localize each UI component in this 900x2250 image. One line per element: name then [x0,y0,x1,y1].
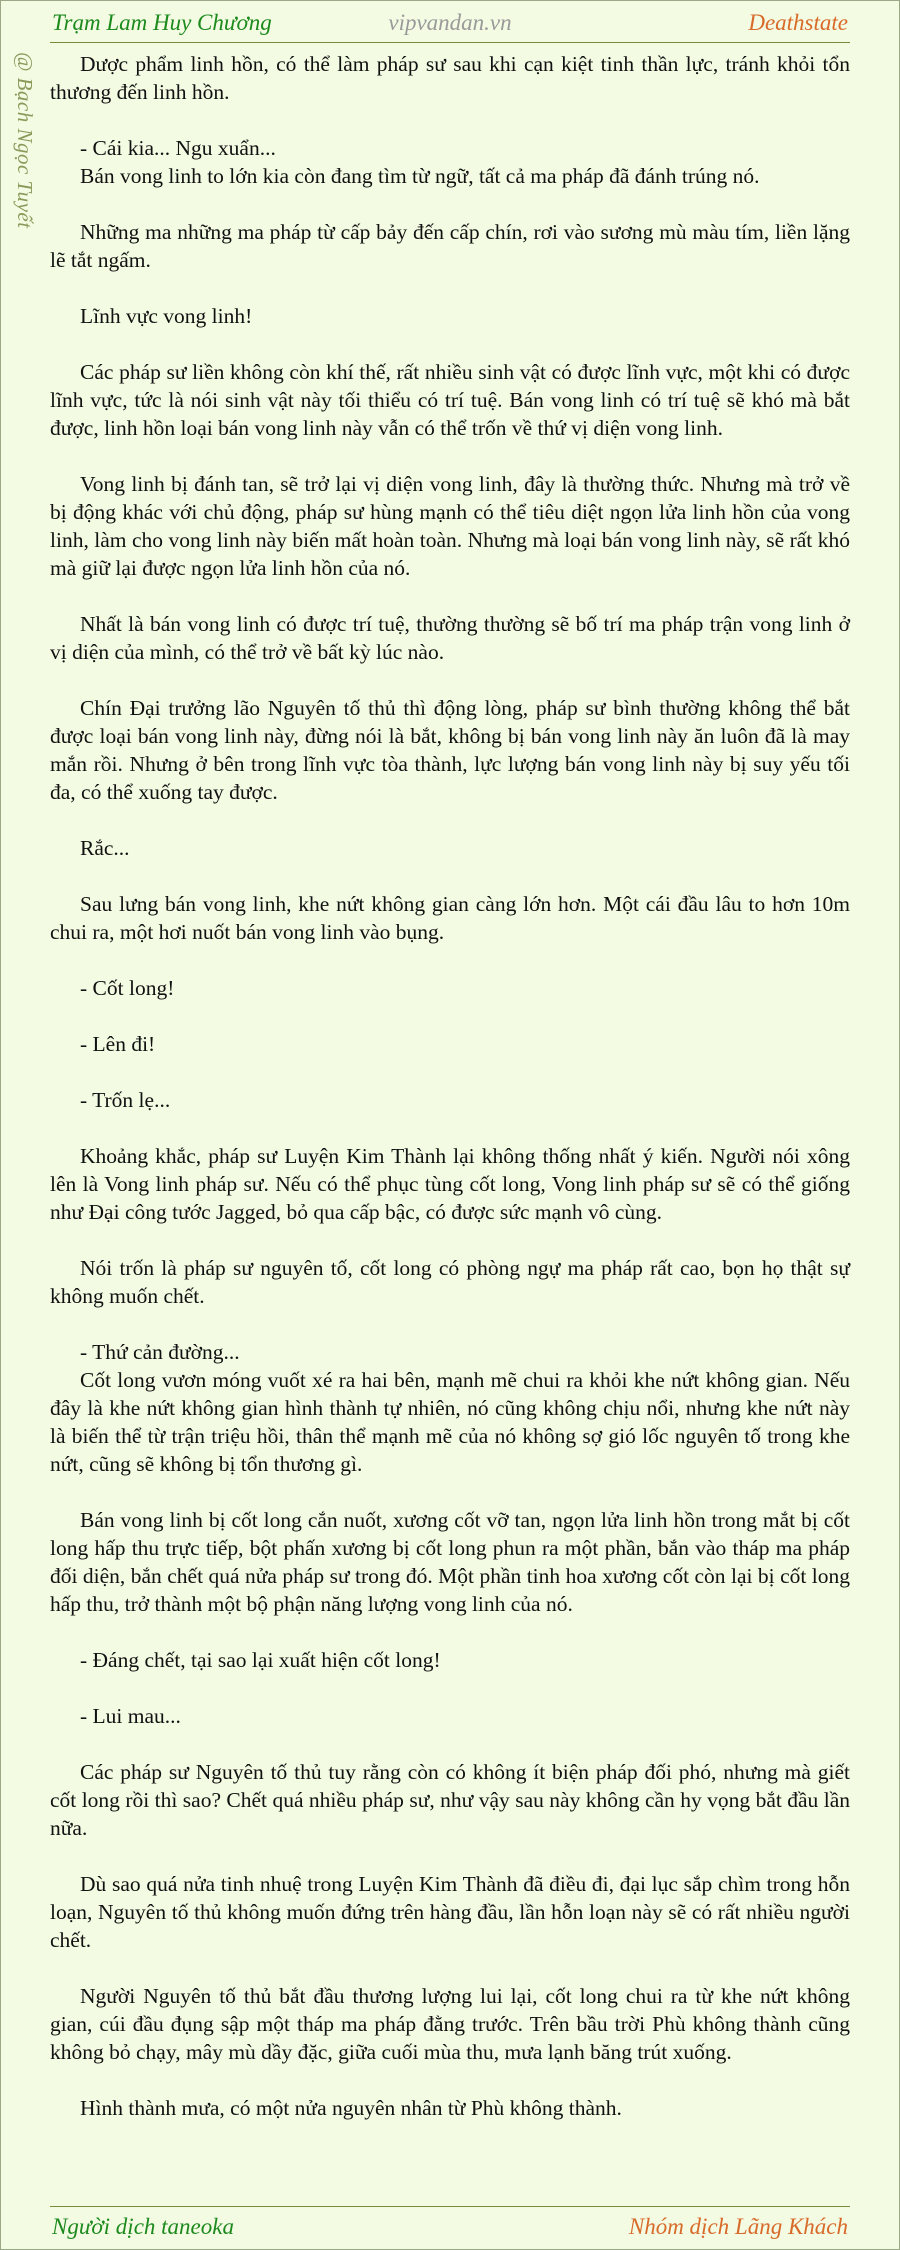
header-url: vipvandan.vn [388,10,512,35]
paragraph: - Thứ cản đường... [80,1340,240,1364]
paragraph: - Trốn lẹ... [80,1088,171,1112]
paragraph: Những ma những ma pháp từ cấp bảy đến cấp chín, rơi vào sương mù màu tím, liền lặng lẽ tắt ngấm. [50,220,850,272]
page-header [50,2,850,42]
paragraph: Dù sao quá nửa tinh nhuệ trong Luyện Kim Thành đã điều đi, đại lục sắp chìm trong hỗn loạn, Nguyên tố thủ không muốn đứng trên hàng đầu, lần hỗn loạn này sẽ có rất nhiều người chết. [50,1872,850,1952]
paragraph: Bán vong linh bị cốt long cắn nuốt, xương cốt vỡ tan, ngọn lửa linh hồn trong mắt bị cốt long hấp thu trực tiếp, bột phấn xương bị cốt long phun ra một phần, bắn vào tháp ma pháp đối diện, bắn chết quá nửa pháp sư trong đó. Một phần tinh hoa xương cốt còn lại bị cốt long hấp thu, trở thành một bộ phận năng lượng vong linh của nó. [50,1508,850,1616]
paragraph: Rắc... [80,836,130,860]
paragraph: - Cái kia... Ngu xuẩn... [80,136,276,160]
paragraph: Nhất là bán vong linh có được trí tuệ, thường thường sẽ bố trí ma pháp trận vong linh ở vị diện của mình, có thể trở về bất kỳ lúc nào. [50,612,850,664]
paragraph: Vong linh bị đánh tan, sẽ trở lại vị diện vong linh, đây là thường thức. Nhưng mà trở về bị động khác với chủ động, pháp sư hùng mạnh có thể tiêu diệt ngọn lửa linh hồn của vong linh, làm cho vong linh này biến mất hoàn toàn. Nhưng mà loại bán vong linh này, sẽ rất khó mà giữ lại được ngọn lửa linh hồn của nó. [50,472,850,580]
paragraph: Nói trốn là pháp sư nguyên tố, cốt long có phòng ngự ma pháp rất cao, bọn họ thật sự không muốn chết. [50,1256,850,1308]
paragraph: Khoảng khắc, pháp sư Luyện Kim Thành lại không thống nhất ý kiến. Người nói xông lên là Vong linh pháp sư. Nếu có thể phục tùng cốt long, Vong linh pháp sư sẽ có thể giống như Đại công tước Jagged, bỏ qua cấp bậc, có được sức mạnh vô cùng. [50,1144,850,1224]
paragraph: Chín Đại trưởng lão Nguyên tố thủ thì động lòng, pháp sư bình thường không thể bắt được loại bán vong linh này, đừng nói là bắt, không bị bán vong linh này ăn luôn đã là may mắn rồi. Nhưng ở bên trong lĩnh vực tòa thành, lực lượng bán vong linh này bị suy yếu tối đa, có thể xuống tay được. [50,696,850,804]
chapter-text [50,50,850,2122]
paragraph: Các pháp sư liền không còn khí thế, rất nhiều sinh vật có được lĩnh vực, một khi có được lĩnh vực, tức là nói sinh vật này tối thiểu có trí tuệ. Bán vong linh có trí tuệ sẽ khó mà bắt được, linh hồn loại bán vong linh này vẫn có thể trốn về thứ vị diện vong linh. [50,360,850,440]
paragraph: - Lên đi! [80,1032,156,1056]
footer-group: Nhóm dịch Lãng Khách [628,2214,848,2239]
paragraph: Sau lưng bán vong linh, khe nứt không gian càng lớn hơn. Một cái đầu lâu to hơn 10m chui ra, một hơi nuốt bán vong linh vào bụng. [50,892,850,944]
paragraph: Cốt long vươn móng vuốt xé ra hai bên, mạnh mẽ chui ra khỏi khe nứt không gian. Nếu đây là khe nứt không gian hình thành tự nhiên, nó cũng không chịu nổi, nhưng khe nứt này là biến thể từ trận triệu hồi, thân thể mạnh mẽ của nó không sợ gió lốc nguyên tố trong khe nứt, cũng sẽ không bị tổn thương gì. [50,1368,850,1476]
side-credit: @ Bạch Ngọc Tuyết [13,52,37,229]
paragraph: Bán vong linh to lớn kia còn đang tìm từ ngữ, tất cả ma pháp đã đánh trúng nó. [80,164,760,188]
paragraph: Hình thành mưa, có một nửa nguyên nhân từ Phù không thành. [80,2096,622,2120]
paragraph: - Lui mau... [80,1704,181,1728]
paragraph: - Đáng chết, tại sao lại xuất hiện cốt long! [80,1648,441,1672]
paragraph: Người Nguyên tố thủ bắt đầu thương lượng lui lại, cốt long chui ra từ khe nứt không gian, cúi đầu đụng sập một tháp ma pháp đằng trước. Trên bầu trời Phù không thành cũng không bỏ chạy, mây mù dầy đặc, giữa cuối mùa thu, mưa lạnh băng trút xuống. [50,1984,850,2064]
footer-translator: Người dịch taneoka [52,2214,234,2239]
header-divider [50,42,850,43]
paragraph: Lĩnh vực vong linh! [80,304,253,328]
paragraph: - Cốt long! [80,976,175,1000]
page-footer [50,2206,850,2246]
header-site-name: Trạm Lam Huy Chương [52,10,272,35]
paragraph: Dược phẩm linh hồn, có thể làm pháp sư sau khi cạn kiệt tinh thần lực, tránh khỏi tổn thương đến linh hồn. [50,52,850,104]
paragraph: Các pháp sư Nguyên tố thủ tuy rằng còn có không ít biện pháp đối phó, nhưng mà giết cốt long rồi thì sao? Chết quá nhiều pháp sư, như vậy sau này không cần hy vọng bắt đầu lần nữa. [50,1760,850,1840]
header-author: Deathstate [748,10,848,35]
